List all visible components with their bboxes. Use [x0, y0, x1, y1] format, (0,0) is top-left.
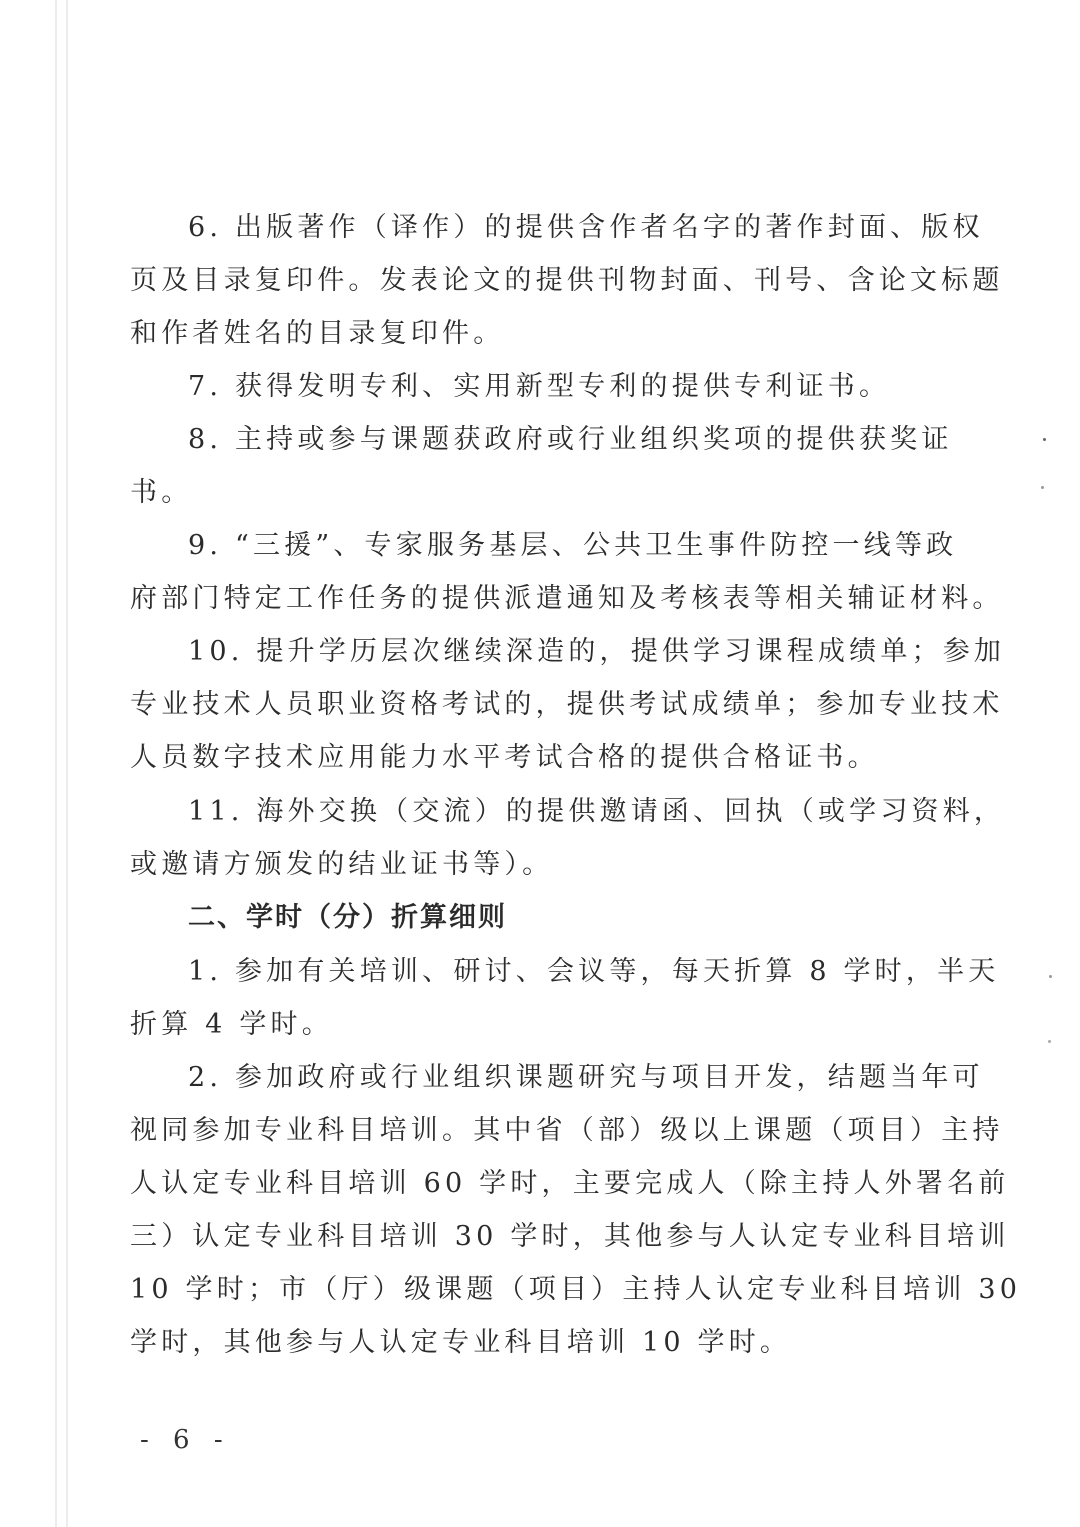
text-line: 和作者姓名的目录复印件。	[130, 318, 505, 349]
text-line: 人员数字技术应用能力水平考试合格的提供合格证书。	[130, 742, 879, 773]
section-heading: 二、学时（分）折算细则	[188, 902, 507, 933]
text-line: 或邀请方颁发的结业证书等）。	[130, 849, 554, 880]
scan-speck	[1041, 486, 1044, 489]
text-line: 9. “三援”、专家服务基层、公共卫生事件防控一线等政	[188, 530, 958, 561]
scan-speck	[1043, 438, 1046, 441]
binding-line	[66, 0, 68, 1527]
text-line: 视同参加专业科目培训。其中省（部）级以上课题（项目）主持	[130, 1115, 1004, 1146]
page-number: - 6 -	[140, 1425, 231, 1455]
text-line: 三）认定专业科目培训 30 学时，其他参与人认定专业科目培训	[130, 1221, 1010, 1252]
text-line: 11. 海外交换（交流）的提供邀请函、回执（或学习资料，	[188, 796, 1006, 827]
text-line: 10. 提升学历层次继续深造的，提供学习课程成绩单；参加	[188, 636, 1006, 667]
text-line: 7. 获得发明专利、实用新型专利的提供专利证书。	[188, 371, 891, 402]
text-line: 府部门特定工作任务的提供派遣通知及考核表等相关辅证材料。	[130, 583, 1004, 614]
text-line: 8. 主持或参与课题获政府或行业组织奖项的提供获奖证	[188, 424, 953, 455]
text-line: 2. 参加政府或行业组织课题研究与项目开发，结题当年可	[188, 1062, 984, 1093]
text-line: 10 学时；市（厅）级课题（项目）主持人认定专业科目培训 30	[130, 1274, 1022, 1305]
text-line: 折算 4 学时。	[130, 1009, 333, 1040]
text-line: 6. 出版著作（译作）的提供含作者名字的著作封面、版权	[188, 212, 984, 243]
text-line: 专业技术人员职业资格考试的，提供考试成绩单；参加专业技术	[130, 689, 1004, 720]
text-line: 学时，其他参与人认定专业科目培训 10 学时。	[130, 1327, 792, 1358]
scan-speck	[1049, 975, 1052, 978]
text-line: 页及目录复印件。发表论文的提供刊物封面、刊号、含论文标题	[130, 265, 1004, 296]
scan-speck	[1048, 1040, 1051, 1043]
binding-line	[55, 0, 57, 1527]
text-line: 人认定专业科目培训 60 学时，主要完成人（除主持人外署名前	[130, 1168, 1010, 1199]
text-line: 1. 参加有关培训、研讨、会议等，每天折算 8 学时，半天	[188, 956, 1000, 987]
text-line: 书。	[130, 477, 193, 508]
